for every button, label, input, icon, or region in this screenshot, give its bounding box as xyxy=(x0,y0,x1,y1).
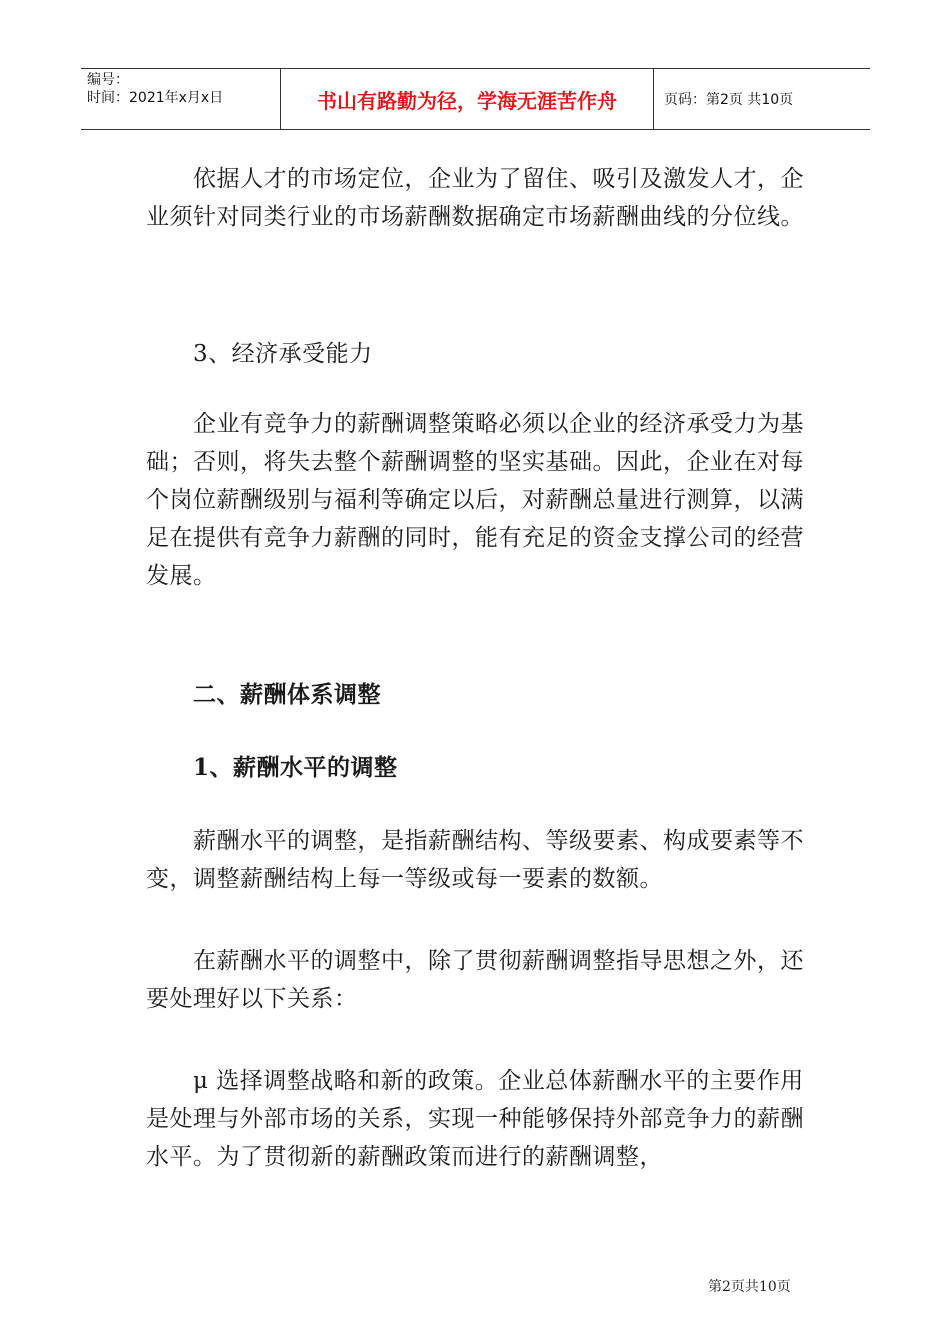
paragraph-salary-level: 薪酬水平的调整，是指薪酬结构、等级要素、构成要素等不变，调整薪酬结构上每一等级或每一要素的数额。 xyxy=(146,828,804,892)
subsection-heading: 1、薪酬水平的调整 xyxy=(146,754,398,781)
paragraph-heading-economic: 3、经济承受能力 xyxy=(146,341,373,367)
paragraph-strategy: μ 选择调整战略和新的政策。企业总体薪酬水平的主要作用是处理与外部市场的关系，实现一种能够保持外部竞争力的薪酬水平。为了贯彻新的薪酬政策而进行的薪酬调整， xyxy=(146,1068,804,1170)
header-table xyxy=(81,68,870,130)
paragraph-economic-capacity: 企业有竞争力的薪酬调整策略必须以企业的经济承受力为基础；否则，将失去整个薪酬调整的坚实基础。因此，企业在对每个岗位薪酬级别与福利等确定以后，对薪酬总量进行测算，以满足在提供有竞争力薪酬的同时，能有充足的资金支撑公司的经营发展。 xyxy=(146,411,804,589)
header-page-label: 页码：第2页 共10页 xyxy=(664,92,794,108)
header-motto: 书山有路勤为径，学海无涯苦作舟 xyxy=(281,69,654,129)
footer-page-number: 第2页共10页 xyxy=(708,1279,791,1295)
paragraph-market-position: 依据人才的市场定位，企业为了留住、吸引及激发人才，企业须针对同类行业的市场薪酬数据确定市场薪酬曲线的分位线。 xyxy=(146,166,804,230)
paragraph-relations: 在薪酬水平的调整中，除了贯彻薪酬调整指导思想之外，还要处理好以下关系： xyxy=(146,948,804,1012)
time-label: 时间：2021年x月x日 xyxy=(87,90,224,106)
number-label: 编号： xyxy=(87,72,129,88)
header-meta-cell xyxy=(81,69,281,129)
section-heading: 二、薪酬体系调整 xyxy=(146,681,381,708)
